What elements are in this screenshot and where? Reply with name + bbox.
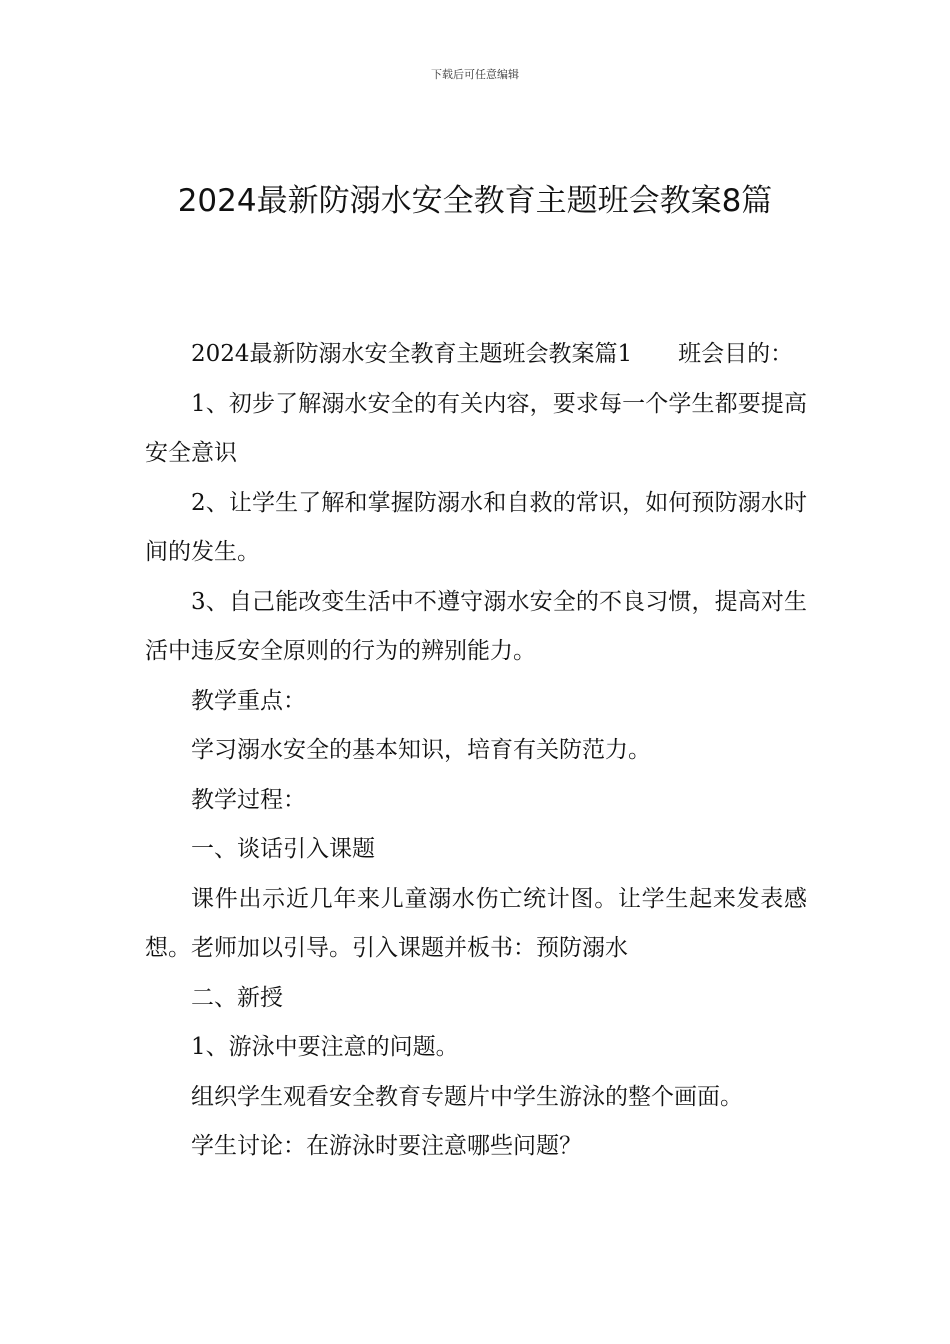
document-title: 2024最新防溺水安全教育主题班会教案8篇	[177, 183, 773, 219]
paragraph-step-two-heading: 二、新授	[191, 984, 283, 1011]
section-heading: 2024最新防溺水安全教育主题班会教案篇1	[191, 341, 633, 367]
section-heading-paragraph	[145, 330, 807, 380]
paragraph-process-heading: 教学过程：	[191, 786, 306, 813]
paragraph-goal-3: 3、自己能改变生活中不遵守溺水安全的不良习惯，提高对生活中违反安全原则的行为的辨别能力。	[145, 588, 807, 664]
page-header-note: 下载后可任意编辑	[431, 68, 519, 81]
paragraph-discussion: 学生讨论：在游泳时要注意哪些问题？	[191, 1133, 582, 1159]
paragraph-swimming-issues: 1、游泳中要注意的问题。	[191, 1034, 459, 1060]
paragraph-key-points-heading: 教学重点：	[191, 687, 306, 714]
paragraph-key-points: 学习溺水安全的基本知识，培育有关防范力。	[191, 737, 651, 763]
paragraph-goal-2: 2、让学生了解和掌握防溺水和自救的常识，如何预防溺水时间的发生。	[145, 489, 807, 565]
paragraph-step-one-body: 课件出示近几年来儿童溺水伤亡统计图。让学生起来发表感想。老师加以引导。引入课题并板书：预防溺水	[145, 885, 807, 961]
paragraph-step-one-heading: 一、谈话引入课题	[191, 836, 375, 862]
document-body	[145, 330, 807, 1172]
paragraph-watch-video: 组织学生观看安全教育专题片中学生游泳的整个画面。	[191, 1083, 743, 1110]
paragraph-goal-1: 1、初步了解溺水安全的有关内容，要求每一个学生都要提高安全意识	[145, 390, 807, 466]
section-heading-tail: 班会目的：	[678, 341, 794, 367]
